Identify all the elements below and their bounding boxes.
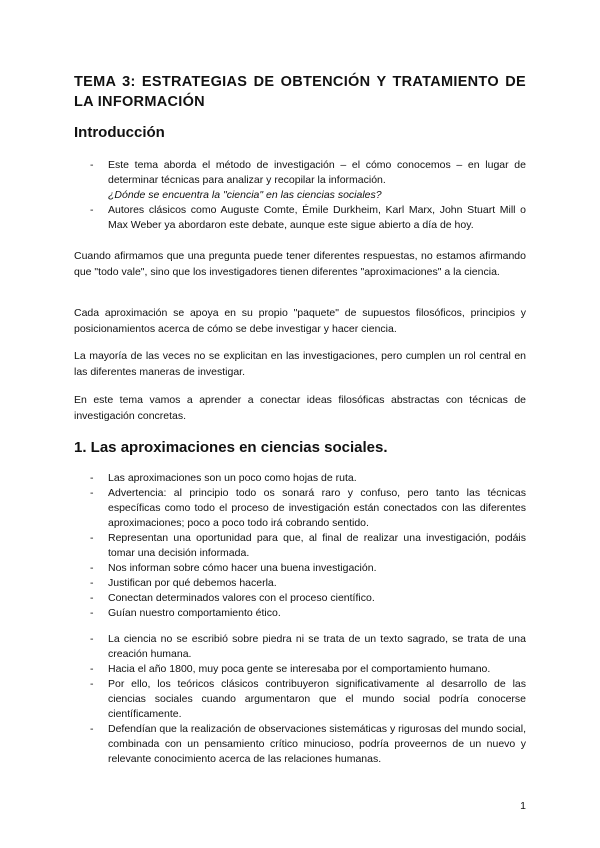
section1-bullet-list-a [74, 471, 526, 621]
intro-paragraph: En este tema vamos a aprender a conectar ideas filosóficas abstractas con técnicas de investigación concretas. [74, 394, 526, 422]
list-item: - Advertencia: al principio todo os sonará raro y confuso, pero tanto las técnicas específicas como todo el proceso de investigación están conectados con las diferentes aproximaciones; poco a poco todo irá cobrando sentido. [74, 486, 526, 531]
intro-paragraph: Cuando afirmamos que una pregunta puede tener diferentes respuestas, no estamos afirmando que "todo vale", sino que los investigadores tienen diferentes "aproximaciones" a la ciencia. [74, 250, 526, 278]
list-item: - Nos informan sobre cómo hacer una buena investigación. [74, 561, 526, 576]
list-item: - Justifican por qué debemos hacerla. [74, 576, 526, 591]
page-number: 1 [520, 800, 526, 812]
intro-heading: Introducción [74, 124, 165, 141]
list-item: - La ciencia no se escribió sobre piedra ni se trata de un texto sagrado, se trata de una creación humana. [74, 632, 526, 662]
intro-bullet-list [74, 158, 526, 233]
list-item: - Guían nuestro comportamiento ético. [74, 606, 526, 621]
section1-bullet-list-b [74, 632, 526, 767]
list-item: - Autores clásicos como Auguste Comte, Émile Durkheim, Karl Marx, John Stuart Mill o Max Weber ya abordaron este debate, aunque este sigue abierto a día de hoy. [74, 203, 526, 233]
section1-heading: 1. Las aproximaciones en ciencias sociales. [74, 439, 388, 456]
list-item: - Las aproximaciones son un poco como hojas de ruta. [74, 471, 526, 486]
list-item: - Conectan determinados valores con el proceso científico. [74, 591, 526, 606]
intro-paragraph: La mayoría de las veces no se explicitan en las investigaciones, pero cumplen un rol central en las diferentes maneras de investigar. [74, 350, 526, 378]
intro-paragraph: Cada aproximación se apoya en su propio "paquete" de supuestos filosóficos, principios y posicionamientos acerca de cómo se debe investigar y hacer ciencia. [74, 307, 526, 335]
document-title: TEMA 3: ESTRATEGIAS DE OBTENCIÓN Y TRATAMIENTO DE LA INFORMACIÓN [74, 74, 526, 110]
list-item: - Defendían que la realización de observaciones sistemáticas y rigurosas del mundo social, combinada con un pensamiento crítico minucioso, podría proveernos de un nuevo y relevante conocimiento acerca de las relaciones humanas. [74, 722, 526, 767]
list-item: - Por ello, los teóricos clásicos contribuyeron significativamente al desarrollo de las ciencias sociales cuando argumentaron que el mundo social podría conocerse científicamente. [74, 677, 526, 722]
list-item: - Este tema aborda el método de investigación – el cómo conocemos – en lugar de determinar técnicas para analizar y recopilar la información. ¿Dónde se encuentra la "ciencia" en las ciencias sociales? [74, 158, 526, 203]
list-item: - Representan una oportunidad para que, al final de realizar una investigación, podáis tomar una decisión informada. [74, 531, 526, 561]
intro-question: ¿Dónde se encuentra la "ciencia" en las ciencias sociales? [108, 189, 382, 201]
list-item: - Hacia el año 1800, muy poca gente se interesaba por el comportamiento humano. [74, 662, 526, 677]
